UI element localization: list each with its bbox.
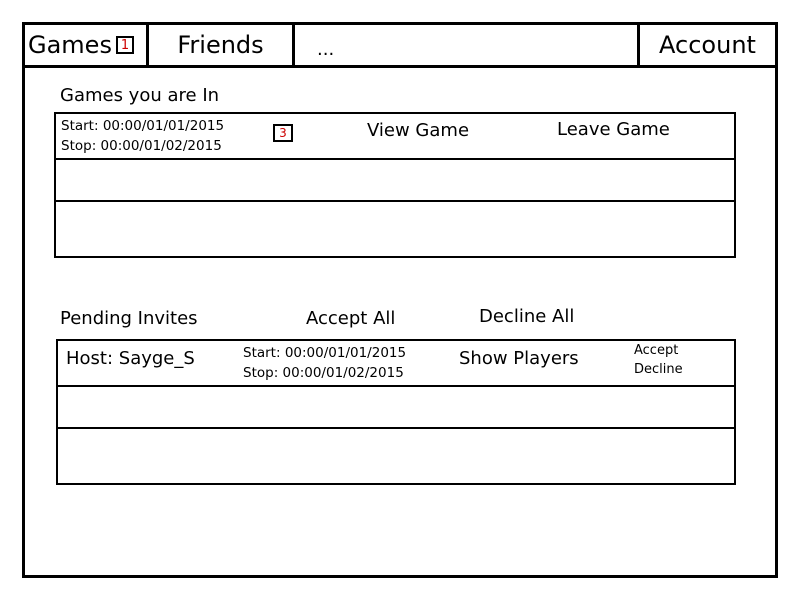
leave-game-button[interactable]: Leave Game — [557, 119, 670, 140]
decline-all-button[interactable]: Decline All — [479, 306, 575, 327]
table-row-empty — [58, 427, 734, 483]
tab-friends-label: Friends — [177, 31, 264, 59]
invite-host-name: Host: Sayge_S — [66, 348, 195, 369]
accept-all-button[interactable]: Accept All — [306, 308, 396, 329]
tab-divider — [146, 65, 149, 68]
table-row-empty — [56, 158, 734, 200]
game-player-count-badge: 3 — [273, 124, 293, 142]
game-start-time: Start: 00:00/01/01/2015 — [61, 118, 225, 134]
games-notification-badge: 1 — [116, 36, 134, 54]
tab-account[interactable] — [640, 25, 775, 65]
tab-friends[interactable] — [149, 25, 295, 65]
table-row — [58, 341, 734, 385]
view-game-button[interactable]: View Game — [367, 120, 470, 141]
decline-invite-button[interactable]: Decline — [634, 362, 683, 377]
invite-stop-time: Stop: 00:00/01/02/2015 — [243, 365, 404, 381]
games-in-table — [54, 112, 736, 258]
tab-games-label: Games — [28, 31, 112, 59]
tab-more[interactable] — [295, 25, 640, 65]
tab-account-label: Account — [659, 31, 756, 59]
pending-invites-title: Pending Invites — [60, 308, 198, 329]
app-window — [22, 22, 778, 578]
show-players-button[interactable]: Show Players — [459, 348, 579, 369]
invite-start-time: Start: 00:00/01/01/2015 — [243, 345, 407, 361]
table-row — [56, 114, 734, 158]
games-in-title: Games you are In — [60, 85, 220, 106]
tab-bar — [25, 25, 775, 68]
game-stop-time: Stop: 00:00/01/02/2015 — [61, 138, 222, 154]
table-row-empty — [58, 385, 734, 427]
tab-more-label: ... — [317, 38, 335, 60]
pending-invites-table — [56, 339, 736, 485]
table-row-empty — [56, 200, 734, 256]
accept-invite-button[interactable]: Accept — [634, 343, 679, 358]
tab-games[interactable] — [25, 25, 149, 65]
